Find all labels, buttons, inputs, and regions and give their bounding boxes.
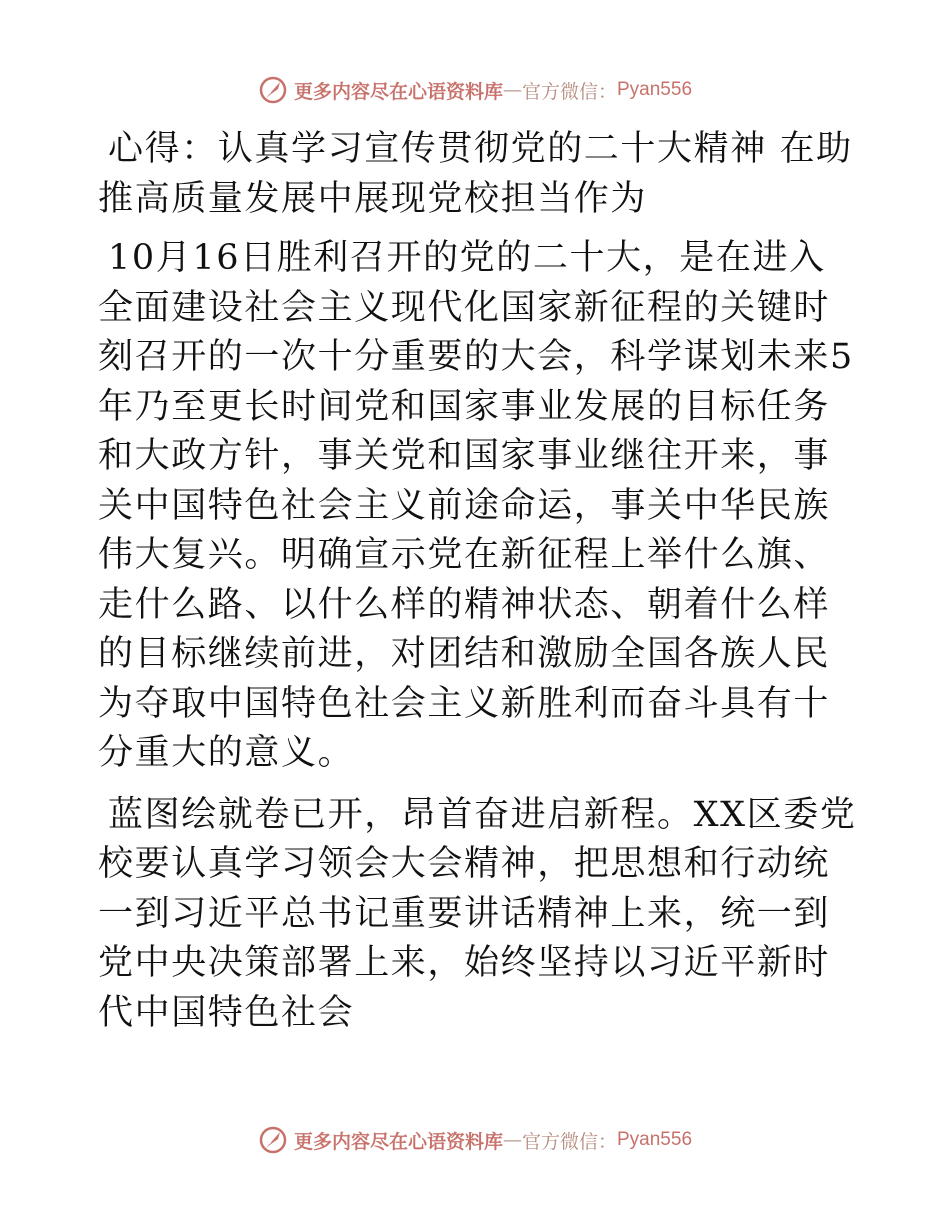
quill-logo-icon [258, 75, 288, 105]
footer-wechat-handle: Pyan556 [617, 1129, 693, 1150]
document-body [98, 124, 858, 1050]
header-banner [0, 70, 950, 110]
paragraph-1: 10月16日胜利召开的党的二十大，是在进入全面建设社会主义现代化国家新征程的关键时刻召开的一次十分重要的大会，科学谋划未来5年乃至更长时间党和国家事业发展的目标任务和大政方针，事关党和国家事业继往开来，事关中国特色社会主义前途命运，事关中华民族伟大复兴。明确宣示党在新征程上举什么旗、走什么路、以什么样的精神状态、朝着什么样的目标继续前进，对团结和激励全国各族人民为夺取中国特色社会主义新胜利而奋斗具有十分重大的意义。 [98, 238, 854, 773]
footer-official-label: 官方微信： [521, 1130, 617, 1153]
banner-brand-text: 更多内容尽在心语资料库 [293, 80, 503, 103]
banner-official-label: 官方微信： [521, 80, 617, 103]
footer-dash: — [502, 1129, 522, 1151]
banner-wechat-handle: Pyan556 [617, 79, 693, 100]
banner-dash: — [502, 79, 522, 101]
footer-banner [0, 1120, 950, 1160]
footer-brand-text: 更多内容尽在心语资料库 [293, 1130, 503, 1153]
quill-logo-icon [258, 1125, 288, 1155]
paragraph-2: 蓝图绘就卷已开，昂首奋进启新程。XX区委党校要认真学习领会大会精神，把思想和行动统一到习近平总书记重要讲话精神上来，统一到党中央决策部署上来，始终坚持以习近平新时代中国特色社会 [98, 794, 857, 1033]
document-title: 心得：认真学习宣传贯彻党的二十大精神 在助推高质量发展中展现党校担当作为 [98, 129, 853, 219]
